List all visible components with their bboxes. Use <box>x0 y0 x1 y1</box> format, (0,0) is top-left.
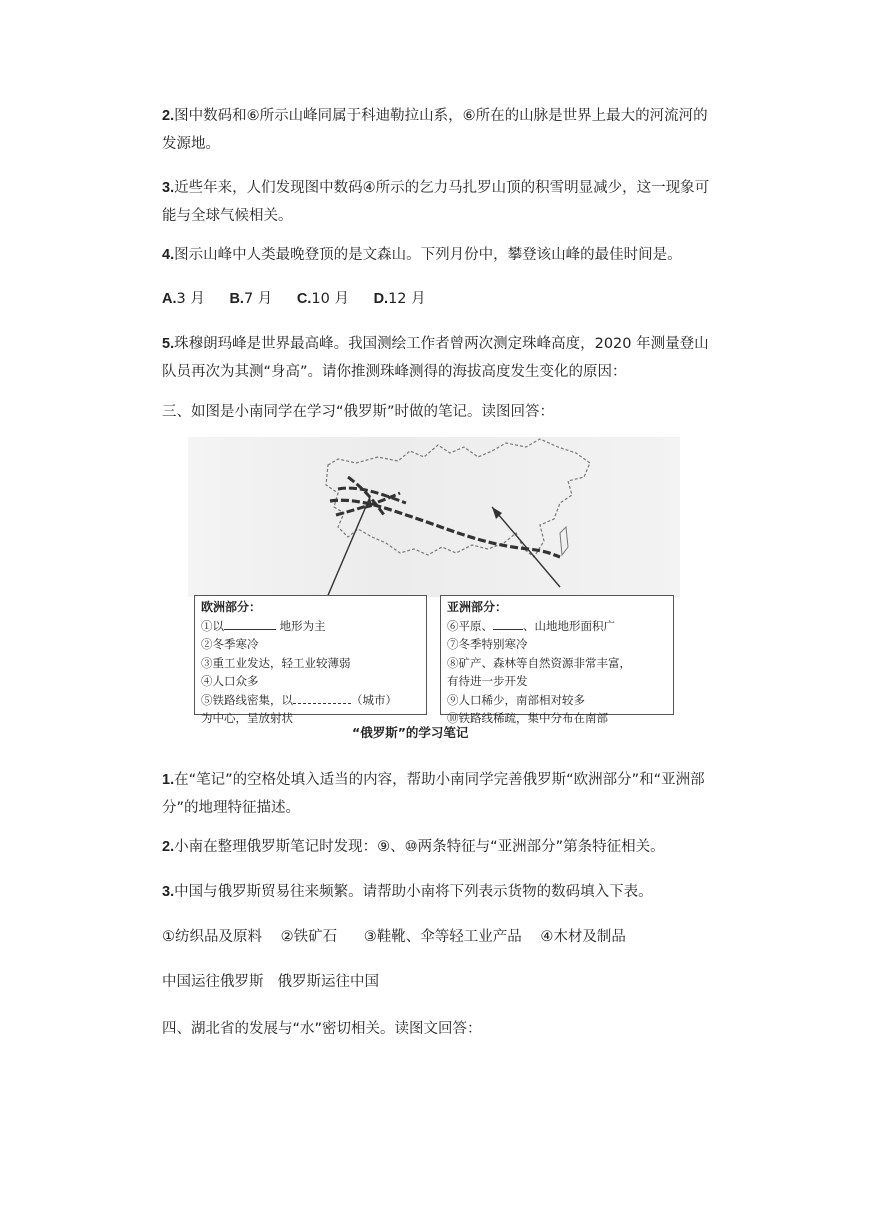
note-text: （城市） <box>351 692 397 707</box>
goods-list <box>162 923 722 951</box>
asia-item-10: ⑩铁路线稀疏，集中分布在南部 <box>447 711 608 725</box>
question-text: 近些年来，人们发现图中数码④所示的乞力马扎罗山顶的积雪明显减少，这一现象可能与全球气候相关。 <box>162 180 710 224</box>
table-header-china-to-russia: 中国运往俄罗斯 <box>162 974 264 990</box>
option-key: D. <box>373 291 389 307</box>
section-3-question-2 <box>162 833 722 861</box>
asia-title: 亚洲部分： <box>447 600 508 614</box>
europe-item-5 <box>201 691 420 710</box>
goods-item: ③鞋靴、伞等轻工业产品 <box>363 929 522 945</box>
question-text: 中国与俄罗斯贸易往来频繁。请帮助小南将下列表示货物的数码填入下表。 <box>174 884 653 900</box>
question-number: 4. <box>162 247 175 263</box>
note-text: ⑥平原、 <box>447 618 493 633</box>
question-number: 3. <box>162 180 175 196</box>
section-3-title: 三、如图是小南同学在学习“俄罗斯”时做的笔记。读图回答： <box>162 404 555 420</box>
section-3-question-3 <box>162 878 722 906</box>
question-number: 1. <box>162 772 175 788</box>
asia-item-8-cont: 有待进一步开发 <box>447 674 528 688</box>
asia-item-8: ⑧矿产、森林等自然资源非常丰富， <box>447 655 631 670</box>
question-number: 2. <box>162 108 175 124</box>
option-a <box>162 285 205 313</box>
sakhalin-island <box>560 527 568 555</box>
question-number: 2. <box>162 839 175 855</box>
russia-map <box>188 437 680 597</box>
goods-item: ②铁矿石 <box>280 929 338 945</box>
fill-blank[interactable] <box>224 617 276 630</box>
question-2 <box>162 102 722 158</box>
question-5 <box>162 330 722 386</box>
figure-caption: “俄罗斯”的学习笔记 <box>352 725 469 740</box>
russia-notes-figure <box>188 437 680 725</box>
question-text: 图示山峰中人类最晚登顶的是文森山。下列月份中，攀登该山峰的最佳时间是。 <box>174 247 682 263</box>
goods-item: ①纺织品及原料 <box>162 929 262 945</box>
europe-item-1 <box>201 617 420 636</box>
note-text: ①以 <box>201 618 224 633</box>
asia-item-6 <box>447 617 667 636</box>
question-4-options <box>162 285 722 313</box>
russia-border <box>326 439 590 557</box>
asia-item-7: ⑦冬季特别寒冷 <box>447 637 528 651</box>
table-header-russia-to-china: 俄罗斯运往中国 <box>277 974 379 990</box>
europe-item-3: ③重工业发达，轻工业较薄弱 <box>201 655 351 670</box>
option-key: A. <box>162 291 177 307</box>
note-text: ⑤铁路线密集，以 <box>201 692 293 707</box>
note-text: 地形为主 <box>279 618 326 633</box>
question-3 <box>162 174 722 230</box>
question-text: 在“笔记”的空格处填入适当的内容，帮助小南同学完善俄罗斯“欧洲部分”和“亚洲部分”的地理特征描述。 <box>162 772 705 816</box>
option-key: C. <box>296 291 312 307</box>
russia-outline-map <box>188 437 680 597</box>
option-key: B. <box>229 291 244 307</box>
question-number: 3. <box>162 884 175 900</box>
question-text: 图中数码和⑥所示山峰同属于科迪勒拉山系，⑥所在的山脉是世界上最大的河流河的发源地。 <box>162 108 708 152</box>
europe-item-2: ②冬季寒冷 <box>201 637 259 651</box>
trade-table-headers <box>162 968 722 996</box>
question-number: 5. <box>162 336 175 352</box>
option-label: 3 月 <box>176 291 205 307</box>
option-label: 7 月 <box>243 291 273 307</box>
option-label: 10 月 <box>311 291 349 307</box>
question-text: 珠穆朗玛峰是世界最高峰。我国测绘工作者曾两次测定珠峰高度，2020 年测量登山队员再次为其测“身高”。请你推测珠峰测得的海拔高度发生变化的原因： <box>162 336 709 380</box>
option-b <box>229 285 272 313</box>
question-text: 小南在整理俄罗斯笔记时发现：⑨、⑩两条特征与“亚洲部分”第条特征相关。 <box>174 839 665 855</box>
europe-item-5-cont: 为中心，呈放射状 <box>201 711 293 725</box>
goods-item: ④木材及制品 <box>540 929 626 945</box>
europe-title: 欧洲部分： <box>201 600 262 614</box>
fill-blank[interactable] <box>293 691 351 704</box>
option-c <box>297 285 349 313</box>
section-3-question-1 <box>162 766 722 822</box>
option-d <box>374 285 426 313</box>
asia-notes-box <box>440 595 674 725</box>
fill-blank[interactable] <box>493 617 523 630</box>
europe-notes-box <box>194 595 427 725</box>
asia-item-9: ⑨人口稀少，南部相对较多 <box>447 692 585 707</box>
question-4 <box>162 241 722 269</box>
note-text: 、山地地形面积广 <box>523 618 615 633</box>
option-label: 12 月 <box>388 291 426 307</box>
section-4-title: 四、湖北省的发展与“水”密切相关。读图文回答： <box>162 1021 482 1037</box>
europe-item-4: ④人口众多 <box>201 674 259 688</box>
pointer-arrow-asia <box>492 507 560 587</box>
